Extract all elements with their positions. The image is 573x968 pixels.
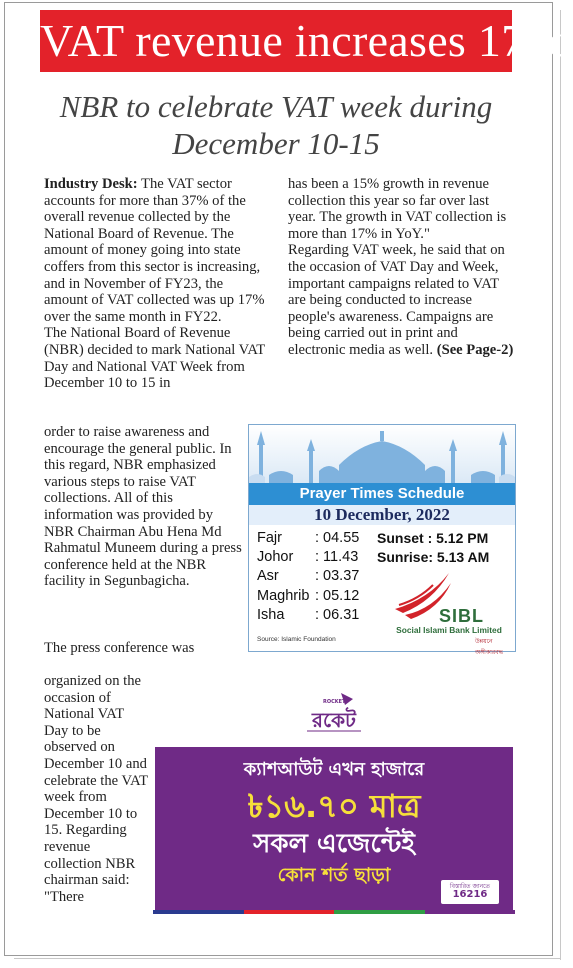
sunset-time: Sunset : 5.12 PM xyxy=(377,530,489,546)
ad-helpline-number: 16216 xyxy=(452,889,488,900)
prayer-row: Isha : 06.31 xyxy=(257,606,360,623)
article-paragraph-1: Industry Desk: The VAT sector accounts for more than 37% of the overall revenue collected by the National Board of Revenue. The amount of money going into state coffers from this sector is increasing, and in November of FY23, the amount of VAT collected was up 17% over the same month in FY22. xyxy=(44,176,265,325)
article-paragraph-2: The National Board of Revenue (NBR) decided to mark National VAT Day and National VAT Week from December 10 to 15 in xyxy=(44,325,265,392)
article-paragraph-4: The press conference was xyxy=(44,640,195,656)
article-paragraph-6: has been a 15% growth in revenue collection this year so far over last year. The growth in VAT collection is more than 17% in YoY." xyxy=(288,176,507,242)
ad-helpline-label: বিস্তারিত জানতে xyxy=(449,883,491,890)
see-page-link: (See Page-2) xyxy=(436,341,514,358)
article-column-1 xyxy=(44,176,266,392)
rocket-advertisement xyxy=(153,683,515,918)
prayer-time-list xyxy=(257,529,375,625)
byline: Industry Desk: xyxy=(44,176,138,192)
article-paragraph-7: Regarding VAT week, he said that on the occasion of VAT Day and Week, important campaigns related to VAT are being conducted to increase people's awareness. Campaigns are being carried out in print and electronic media as well. (See Page-2) xyxy=(288,242,514,358)
mosque-skyline-graphic xyxy=(249,425,515,483)
prayer-times-box xyxy=(248,424,516,656)
ad-line-3: সকল এজেন্টেই xyxy=(253,829,415,859)
rocket-brand: রকেট xyxy=(312,708,356,732)
prayer-row: Johor : 11.43 xyxy=(257,549,359,566)
prayer-row: Asr : 03.37 xyxy=(257,568,360,585)
rocket-brand-small: ROCKET xyxy=(323,699,346,705)
ad-color-stripe xyxy=(153,910,515,914)
page-shadow-edge xyxy=(554,10,561,960)
ad-helpline-badge xyxy=(441,880,499,904)
prayer-title: Prayer Times Schedule xyxy=(249,483,515,505)
sunrise-time: Sunrise: 5.13 AM xyxy=(377,549,490,566)
sibl-name: Social Islami Bank Limited xyxy=(396,625,502,635)
mosque-icon xyxy=(249,425,515,483)
sun-times xyxy=(377,529,489,567)
sibl-tagline: উন্নয়নে অঙ্গীকারবদ্ধ xyxy=(475,639,503,656)
ad-line-1: ক্যাশআউট এখন হাজারে xyxy=(243,759,425,780)
prayer-row: Maghrib : 05.12 xyxy=(257,587,360,604)
article-column-2 xyxy=(288,176,515,359)
ad-price: ৳১৬.৭০ মাত্র xyxy=(247,787,421,825)
ad-line-4: কোন শর্ত ছাড়া xyxy=(277,864,391,886)
prayer-row: Fajr : 04.55 xyxy=(257,530,360,546)
subheadline: NBR to celebrate VAT week during December 10-15 xyxy=(59,89,493,161)
page-shadow-bottom xyxy=(14,958,560,959)
prayer-date: 10 December, 2022 xyxy=(249,505,515,525)
rocket-logo-icon xyxy=(293,691,375,743)
article-paragraph-3: order to raise awareness and encourage the general public. In this regard, NBR emphasized various steps to raise VAT collections. All of this information was provided by NBR Chairman Abu Hena Md Rahmatul Muneem during a press conference held at the NBR facility in Segunbagicha. xyxy=(44,424,242,590)
headline: VAT revenue increases 17pc xyxy=(40,10,512,72)
sibl-logo-text: SIBL xyxy=(439,606,485,626)
article-paragraph-5: organized on the occasion of National VAT Day to be observed on December 10 and celebrate the VAT week from December 10 to 15. Regarding revenue collection NBR chairman said: "There xyxy=(44,673,148,905)
prayer-source: Source: Islamic Foundation xyxy=(257,636,336,643)
